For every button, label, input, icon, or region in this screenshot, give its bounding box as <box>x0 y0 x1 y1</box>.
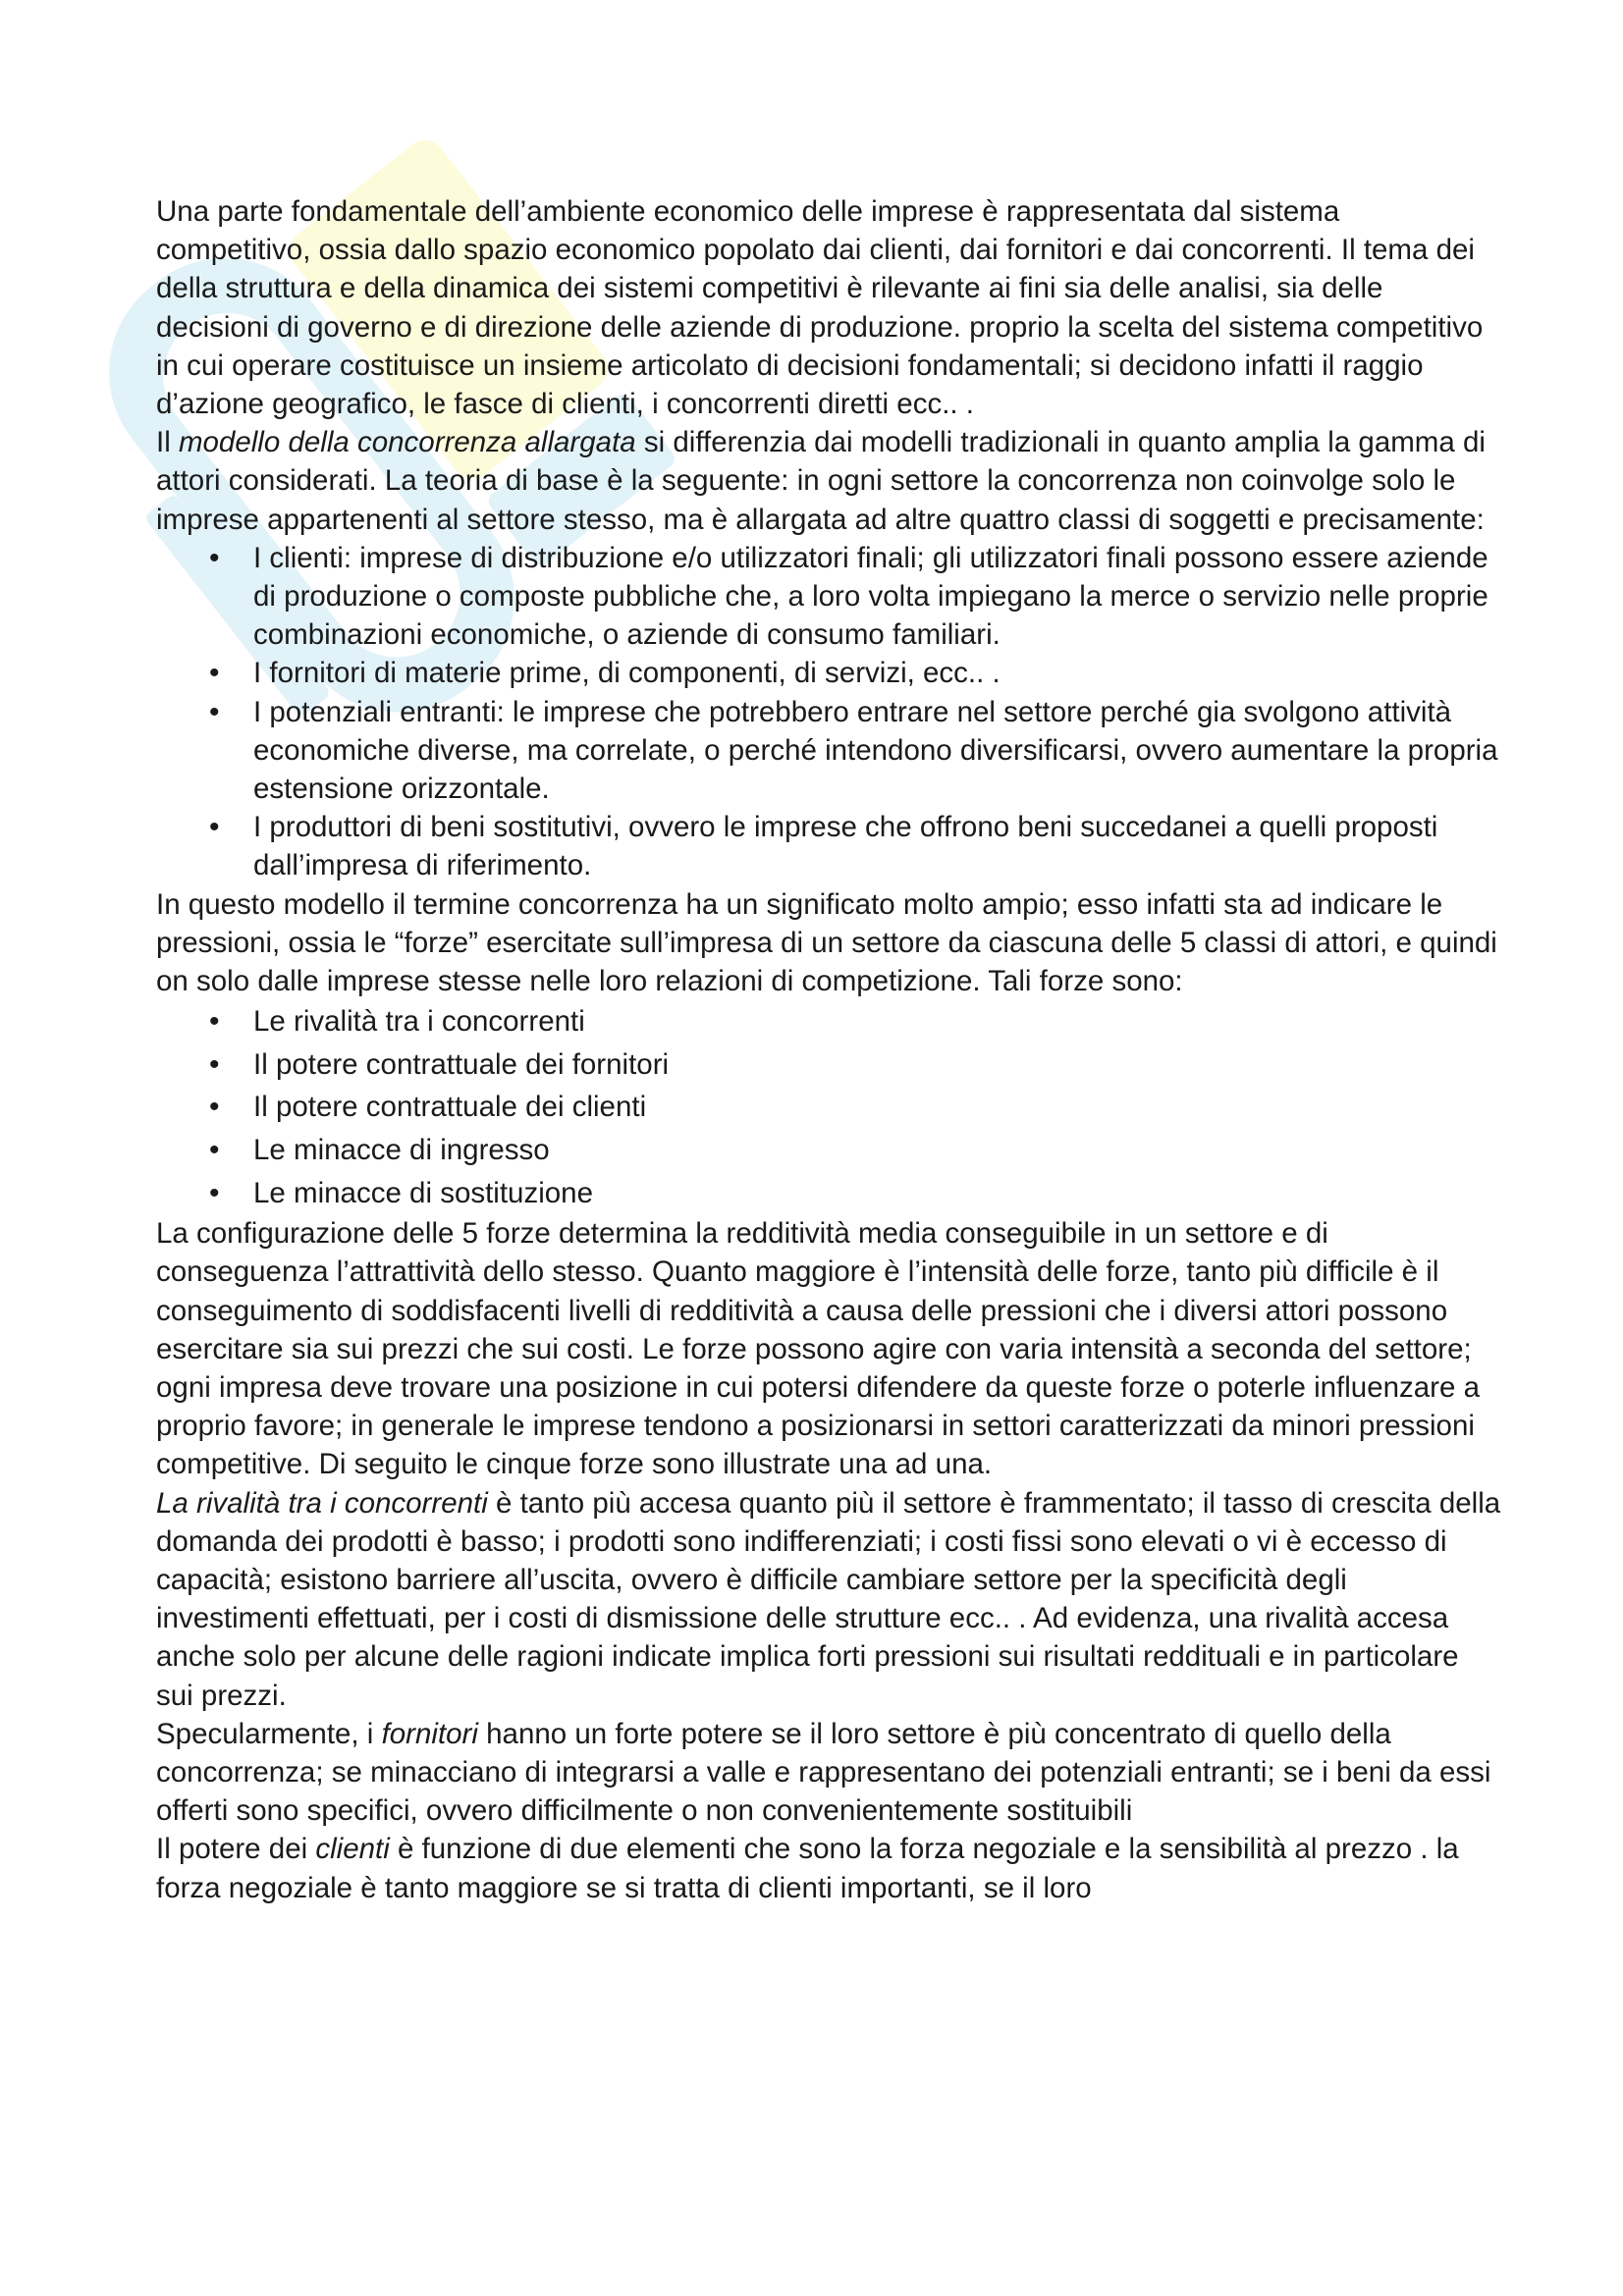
paragraph-configurazione: La configurazione delle 5 forze determina la redditività media conseguibile in un settore e di conseguenza l’attrattività dello stesso. Quanto maggiore è l’intensità delle forze, tanto più difficile è il conseguimento di soddisfacenti livelli di redditività a causa delle pressioni che i diversi attori possono esercitare sia sui prezzi che sui costi. Le forze possono agire con varia intensità a seconda del settore; ogni impresa deve trovare una posizione in cui potersi difendere da queste forze o poterle influenzare a proprio favore; in generale le imprese tendono a posizionarsi in settori caratterizzati da minori pressioni competitive. Di seguito le cinque forze sono illustrate una ad una. <box>156 1217 1480 1481</box>
paragraph-clienti: Il potere dei clienti è funzione di due elementi che sono la forza negoziale e la sensibilità al prezzo . la forza negoziale è tanto maggiore se si tratta di clienti importanti, se il loro <box>156 1833 1459 1904</box>
term-clienti: clienti <box>315 1833 390 1866</box>
term-modello-concorrenza-allargata: modello della concorrenza allargata <box>178 426 636 459</box>
paragraph-concorrenza: In questo modello il termine concorrenza ha un significato molto ampio; esso infatti sta ad indicare le pressioni, ossia le “forze” esercitate sull’impresa di un settore da ciascuna delle 5 classi di attori, e quindi on solo dalle imprese stesse nelle loro relazioni di competizione. Tali forze sono: <box>156 887 1497 998</box>
bullet-icon: • <box>209 1005 220 1039</box>
paragraph-fornitori: Specularmente, i fornitori hanno un forte potere se il loro settore è più concentrato di quello della concorrenza; se minacciano di integrarsi a valle e rappresentano dei potenziali entranti; se i beni da essi offerti sono specifici, ovvero difficilmente o non convenientemente sostituibili <box>156 1717 1491 1828</box>
list-item: • Il potere contrattuale dei fornitori <box>253 1043 1501 1087</box>
forces-list <box>156 1000 1501 1214</box>
list-item: • Le minacce di sostituzione <box>253 1172 1501 1215</box>
bullet-icon: • <box>209 541 220 574</box>
list-item: • I fornitori di materie prime, di componenti, di servizi, ecc.. . <box>253 654 1501 692</box>
list-item: • I produttori di beni sostitutivi, ovvero le imprese che offrono beni succedanei a quelli proposti dall’impresa di riferimento. <box>253 808 1501 884</box>
bullet-icon: • <box>209 811 220 844</box>
bullet-icon: • <box>209 1047 220 1081</box>
bullet-icon: • <box>209 1091 220 1124</box>
paragraph-rivalita: La rivalità tra i concorrenti è tanto più accesa quanto più il settore è frammentato; il tasso di crescita della domanda dei prodotti è basso; i prodotti sono indifferenziati; i costi fissi sono elevati o vi è eccesso di capacità; esistono barriere all’uscita, ovvero è difficile cambiare settore per la specificità degli investimenti effettuati, per i costi di dismissione delle strutture ecc.. . Ad evidenza, una rivalità accesa anche solo per alcune delle ragioni indicate implica forti pressioni sui risultati reddituali e in particolare sui prezzi. <box>156 1486 1501 1712</box>
paragraph-modello: Il modello della concorrenza allargata si differenzia dai modelli tradizionali in quanto amplia la gamma di attori considerati. La teoria di base è la seguente: in ogni settore la concorrenza non coinvolge solo le imprese appartenenti al settore stesso, ma è allargata ad altre quattro classi di soggetti e precisamente: <box>156 426 1486 536</box>
bullet-icon: • <box>209 1134 220 1167</box>
list-item: • Il potere contrattuale dei clienti <box>253 1086 1501 1129</box>
paragraph-intro: Una parte fondamentale dell’ambiente economico delle imprese è rappresentata dal sistema competitivo, ossia dallo spazio economico popolato dai clienti, dai fornitori e dai concorrenti. Il tema dei della struttura e della dinamica dei sistemi competitivi è rilevante ai fini sia delle analisi, sia delle decisioni di governo e di direzione delle aziende di produzione. proprio la scelta del sistema competitivo in cui operare costituisce un insieme articolato di decisioni fondamentali; si decidono infatti il raggio d’azione geografico, le fasce di clienti, i concorrenti diretti ecc.. . <box>156 195 1484 421</box>
bullet-icon: • <box>209 657 220 690</box>
document-body <box>156 192 1501 1907</box>
list-item: • I potenziali entranti: le imprese che potrebbero entrare nel settore perché gia svolgono attività economiche diverse, ma correlate, o perché intendono diversificarsi, ovvero aumentare la propria estensione orizzontale. <box>253 693 1501 809</box>
list-item: • Le rivalità tra i concorrenti <box>253 1000 1501 1043</box>
bullet-icon: • <box>209 1176 220 1209</box>
list-item: • Le minacce di ingresso <box>253 1129 1501 1172</box>
list-item: • I clienti: imprese di distribuzione e/o utilizzatori finali; gli utilizzatori finali possono essere aziende di produzione o composte pubbliche che, a loro volta impiegano la merce o servizio nelle proprie combinazioni economiche, o aziende di consumo familiari. <box>253 539 1501 655</box>
term-fornitori: fornitori <box>381 1717 478 1750</box>
actors-list <box>156 539 1501 885</box>
term-rivalita-concorrenti: La rivalità tra i concorrenti <box>156 1486 488 1520</box>
bullet-icon: • <box>209 695 220 728</box>
